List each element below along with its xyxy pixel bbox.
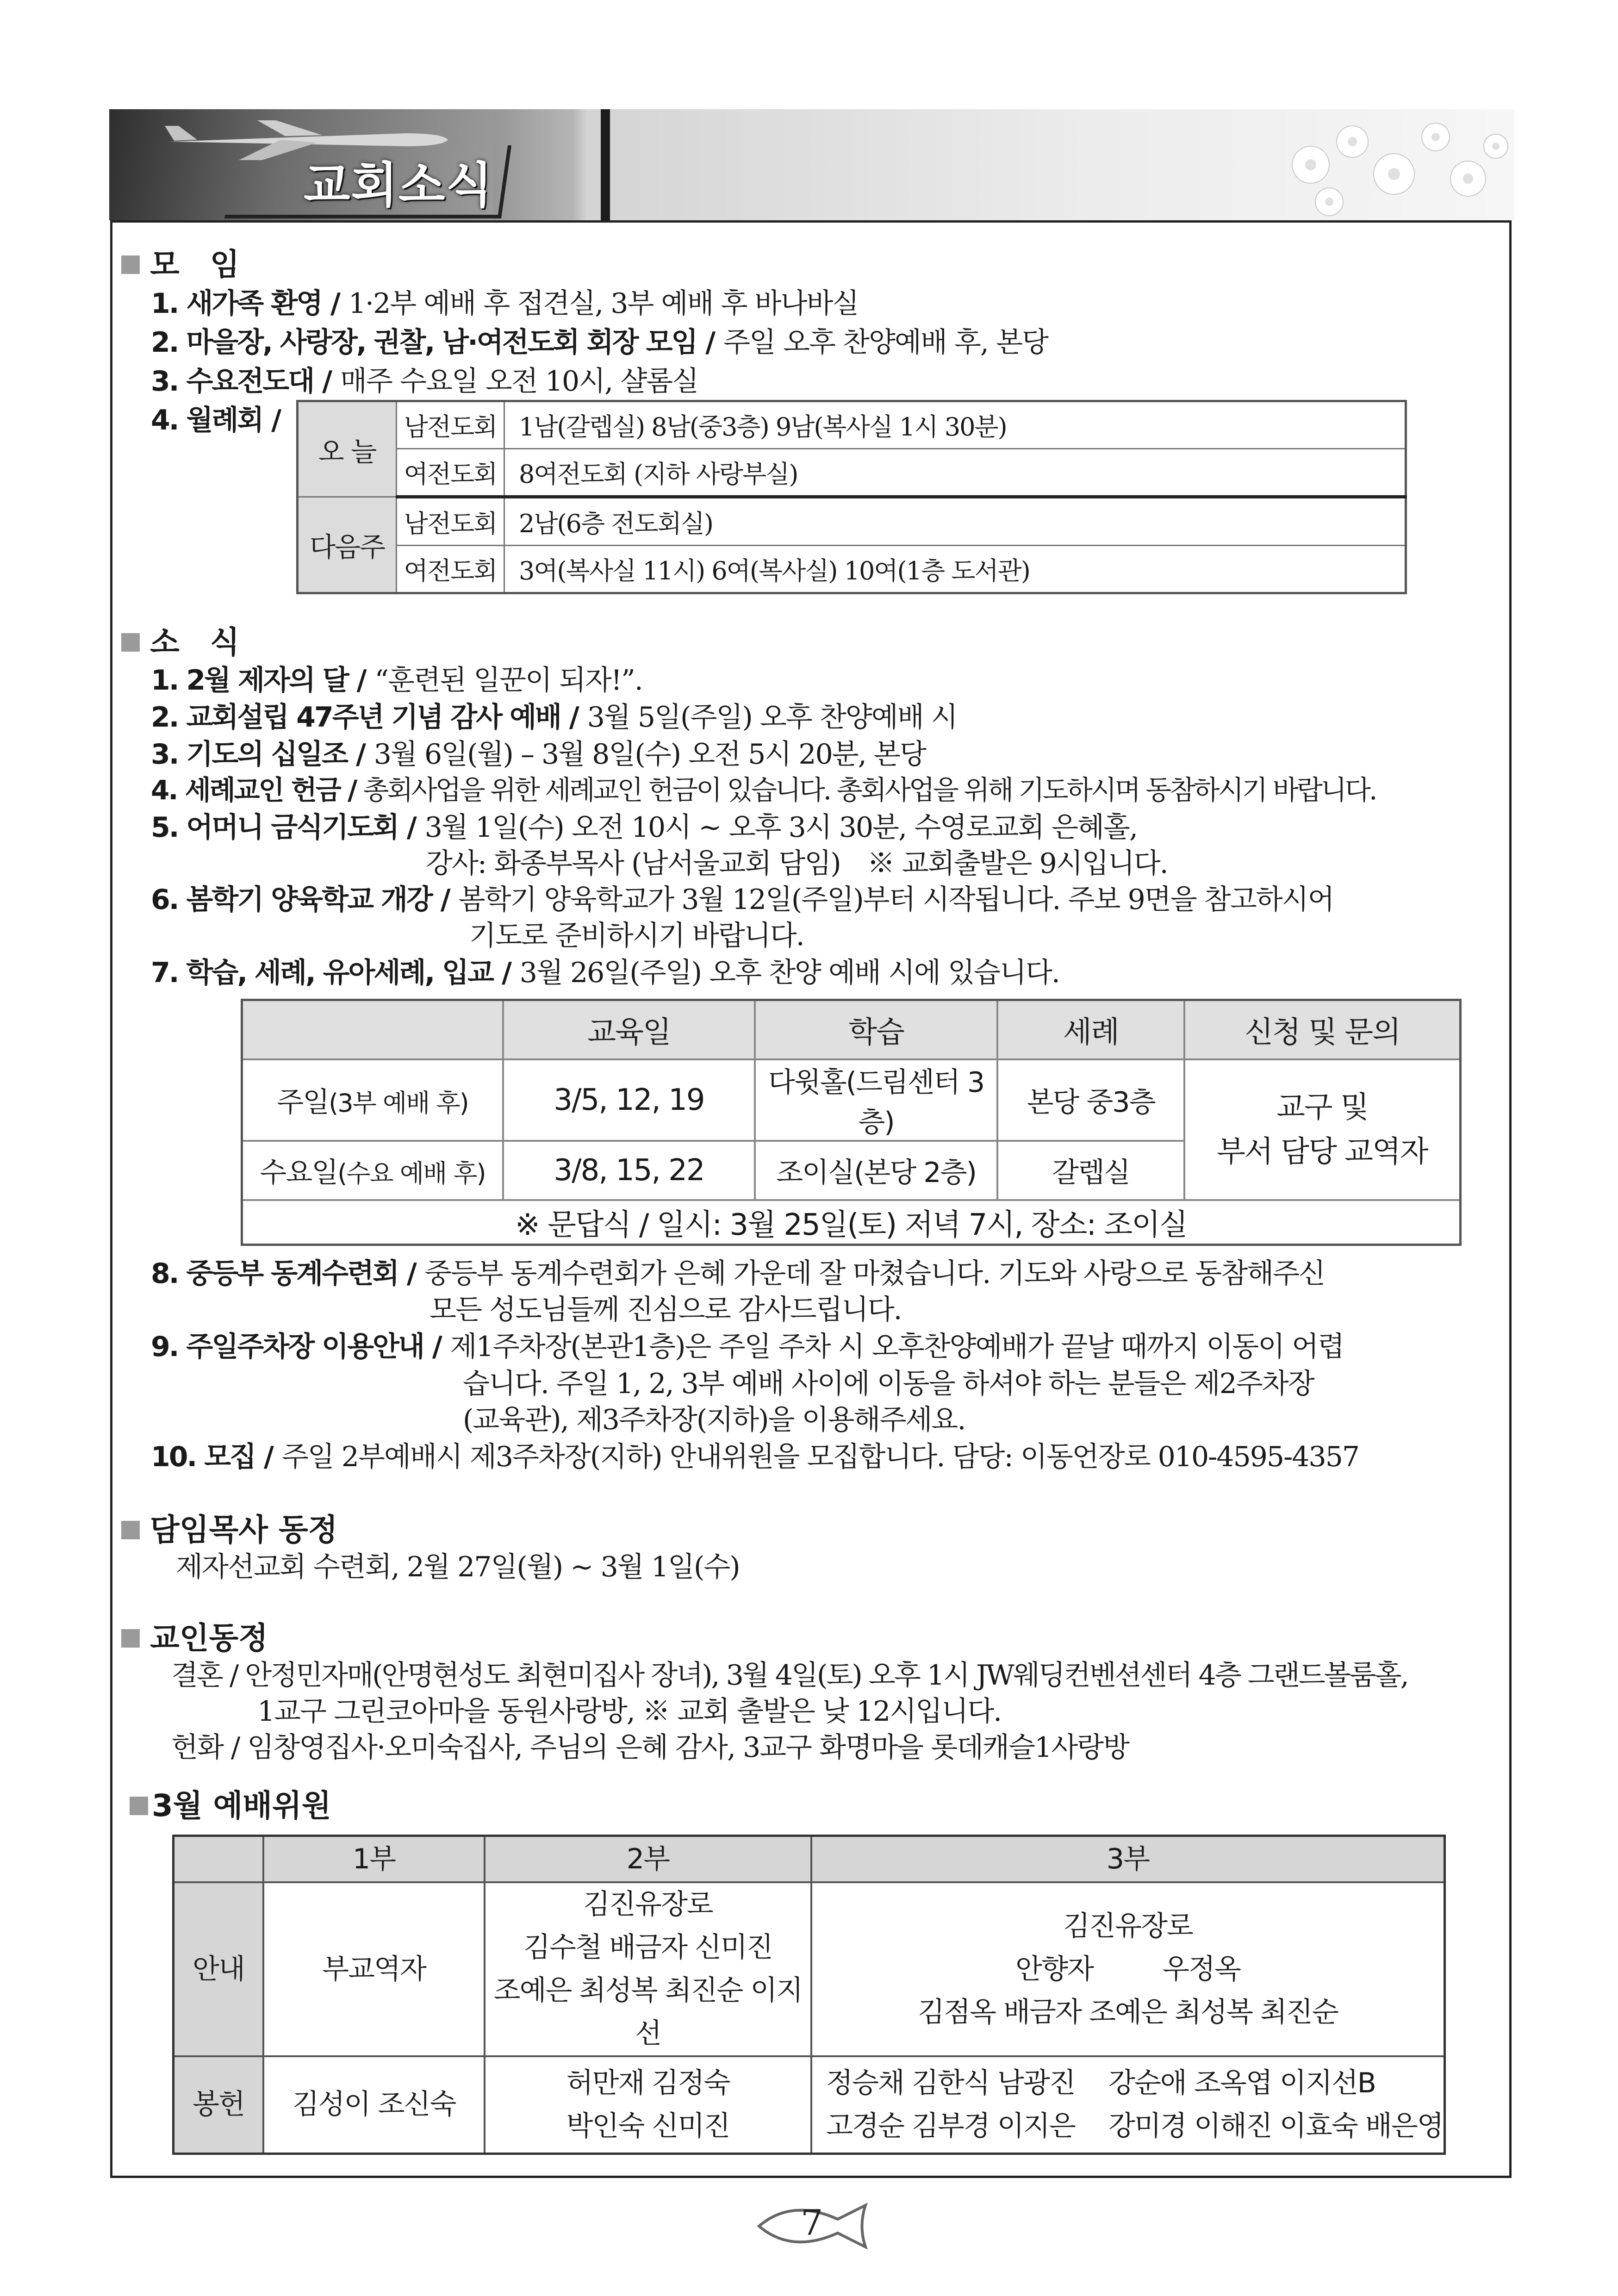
table-header-cell bbox=[242, 1000, 504, 1060]
page-title: 교회소식 bbox=[304, 157, 493, 213]
section-heading-members: 교인동정 bbox=[121, 1613, 268, 1657]
sosik-item-9-cont: 습니다. 주일 1, 2, 3부 예배 사이에 이동을 하셔야 하는 분들은 제2주차장 bbox=[463, 1368, 1314, 1400]
sosik-item-3: 3. 기도의 십일조 / 3월 6일(월) – 3월 8일(수) 오전 5시 20분, 본당 bbox=[151, 738, 926, 771]
members-wedding: 결혼 / 안정민자매(안명현성도 최현미집사 장녀), 3월 4일(토) 오후 1시 JW웨딩컨벤션센터 4층 그랜드볼룸홀, bbox=[171, 1659, 1408, 1692]
table-cell: 3/5, 12, 19 bbox=[503, 1059, 755, 1141]
table-cell: 김진유장로 안향자 우정옥 김점옥 배금자 조예은 최성복 최진순 bbox=[811, 1882, 1445, 2056]
sosik-item-10: 10. 모집 / 주일 2부예배시 제3주차장(지하) 안내위원을 모집합니다. 담당: 이동언장로 010-4595-4357 bbox=[151, 1441, 1359, 1473]
table-cell: 8여전도회 (지하 사랑부실) bbox=[504, 449, 1406, 497]
table-cell: 김진유장로 김수철 배금자 신미진 조예은 최성복 최진순 이지선 bbox=[485, 1882, 811, 2056]
table-note: ※ 문답식 / 일시: 3월 25일(토) 저녁 7시, 장소: 조이실 bbox=[242, 1200, 1461, 1245]
sosik-item-8: 8. 중등부 동계수련회 / 중등부 동계수련회가 은혜 가운데 잘 마쳤습니다. 기도와 사랑으로 동참해주신 bbox=[151, 1257, 1325, 1290]
sosik-item-6-cont: 기도로 준비하시기 바랍니다. bbox=[469, 920, 804, 952]
row-label-offering: 봉헌 bbox=[174, 2056, 264, 2153]
table-cell: 3/8, 15, 22 bbox=[503, 1141, 755, 1200]
section-heading-moim: 모 임 bbox=[121, 240, 240, 284]
moim-item-2: 2. 마을장, 사랑장, 권찰, 남·여전도회 회장 모임 / 주일 오후 찬양예배 후, 본당 bbox=[151, 326, 1048, 359]
monthly-meeting-table bbox=[296, 400, 1407, 594]
table-cell: 여전도회 bbox=[397, 545, 504, 593]
table-cell: 수요일(수요 예배 후) bbox=[242, 1141, 504, 1200]
table-header-cell: 교육일 bbox=[503, 1000, 755, 1060]
table-cell: 본당 중3층 bbox=[997, 1059, 1184, 1141]
section-square-icon bbox=[130, 1797, 148, 1815]
table-cell: 부교역자 bbox=[263, 1882, 485, 2056]
table-cell: 허만재 김정숙 박인숙 신미진 bbox=[485, 2056, 811, 2153]
table-cell: 남전도회 bbox=[397, 497, 504, 545]
pastor-schedule: 제자선교회 수련회, 2월 27일(월) ~ 3월 1일(수) bbox=[176, 1551, 740, 1583]
table-cell: 3여(복사실 11시) 6여(복사실) 10여(1층 도서관) bbox=[504, 545, 1406, 593]
flower-decoration-icon bbox=[1255, 109, 1514, 220]
sosik-item-5: 5. 어머니 금식기도회 / 3월 1일(수) 오전 10시 ~ 오후 3시 30분, 수영로교회 은혜홀, bbox=[151, 811, 1138, 844]
section-square-icon bbox=[121, 1629, 140, 1648]
table-cell: 정승채 김한식 남광진 고경순 김부경 이지은 강순애 조옥엽 이지선B 강미경 이해진 이효숙 배은영 bbox=[811, 2056, 1445, 2153]
section-square-icon bbox=[121, 633, 140, 652]
banner-divider bbox=[601, 109, 610, 220]
table-cell: 교구 및 부서 담당 교역자 bbox=[1184, 1059, 1461, 1200]
worship-committee-table bbox=[172, 1835, 1446, 2155]
table-header-cell: 2부 bbox=[485, 1836, 811, 1883]
table-cell: 남전도회 bbox=[397, 401, 504, 449]
sosik-item-1: 1. 2월 제자의 달 / “훈련된 일꾼이 되자!”. bbox=[151, 664, 642, 697]
table-header-cell: 학습 bbox=[755, 1000, 997, 1060]
sosik-item-9: 9. 주일주차장 이용안내 / 제1주차장(본관1층)은 주일 주차 시 오후찬양예배가 끝날 때까지 이동이 어렵 bbox=[151, 1331, 1344, 1363]
moim-item-4: 4. 월례회 / bbox=[151, 404, 281, 436]
section-heading-pastor: 담임목사 동정 bbox=[121, 1505, 338, 1549]
section-square-icon bbox=[121, 255, 140, 274]
table-header-cell: 3부 bbox=[811, 1836, 1445, 1883]
moim-item-1: 1. 새가족 환영 / 1·2부 예배 후 접견실, 3부 예배 후 바나바실 bbox=[151, 287, 859, 320]
sosik-item-2: 2. 교회설립 47주년 기념 감사 예배 / 3월 5일(주일) 오후 찬양예배 시 bbox=[151, 701, 957, 734]
moim-item-3: 3. 수요전도대 / 매주 수요일 오전 10시, 샬롬실 bbox=[151, 365, 698, 398]
table-cell: 다윗홀(드림센터 3층) bbox=[755, 1059, 997, 1141]
header-banner bbox=[109, 109, 1514, 220]
table-cell: 1남(갈렙실) 8남(중3층) 9남(복사실 1시 30분) bbox=[504, 401, 1406, 449]
next-week-label: 다음주 bbox=[298, 497, 397, 593]
sosik-item-4: 4. 세례교인 헌금 / 총회사업을 위한 세례교인 헌금이 있습니다. 총회사업을 위해 기도하시며 동참하시기 바랍니다. bbox=[151, 774, 1376, 806]
sosik-item-9-cont2: (교육관), 제3주차장(지하)을 이용해주세요. bbox=[463, 1404, 965, 1436]
sosik-item-6: 6. 봄학기 양육학교 개강 / 봄학기 양육학교가 3월 12일(주일)부터 시작됩니다. 주보 9면을 참고하시어 bbox=[151, 884, 1334, 916]
table-cell: 주일(3부 예배 후) bbox=[242, 1059, 504, 1141]
page-number-badge bbox=[750, 2194, 889, 2259]
table-cell: 조이실(본당 2층) bbox=[755, 1141, 997, 1200]
members-wedding-cont: 1교구 그린코아마을 동원사랑방, ※ 교회 출발은 낮 12시입니다. bbox=[257, 1695, 1002, 1728]
table-cell: 김성이 조신숙 bbox=[263, 2056, 485, 2153]
table-header-cell: 신청 및 문의 bbox=[1184, 1000, 1461, 1060]
table-cell: 여전도회 bbox=[397, 449, 504, 497]
education-schedule-table bbox=[241, 999, 1462, 1246]
section-heading-worship: 3월 예배위원 bbox=[130, 1781, 331, 1825]
table-cell: 2남(6층 전도회실) bbox=[504, 497, 1406, 545]
table-cell: 갈렙실 bbox=[997, 1141, 1184, 1200]
table-header-cell bbox=[174, 1836, 264, 1883]
sosik-item-5-cont: 강사: 화종부목사 (남서울교회 담임) ※ 교회출발은 9시입니다. bbox=[426, 847, 1168, 880]
sosik-item-8-cont: 모든 성도님들께 진심으로 감사드립니다. bbox=[429, 1294, 902, 1326]
section-heading-sosik: 소 식 bbox=[121, 617, 240, 661]
members-offering: 헌화 / 임창영집사·오미숙집사, 주님의 은혜 감사, 3교구 화명마을 롯데캐슬1사랑방 bbox=[171, 1731, 1129, 1764]
row-label-guide: 안내 bbox=[174, 1882, 264, 2056]
page-number: 7 bbox=[801, 2202, 823, 2243]
table-header-cell: 세례 bbox=[997, 1000, 1184, 1060]
sosik-item-7: 7. 학습, 세례, 유아세례, 입교 / 3월 26일(주일) 오후 찬양 예배 시에 있습니다. bbox=[151, 957, 1059, 989]
table-header-cell: 1부 bbox=[263, 1836, 485, 1883]
section-square-icon bbox=[121, 1521, 140, 1539]
today-label: 오 늘 bbox=[298, 401, 397, 497]
